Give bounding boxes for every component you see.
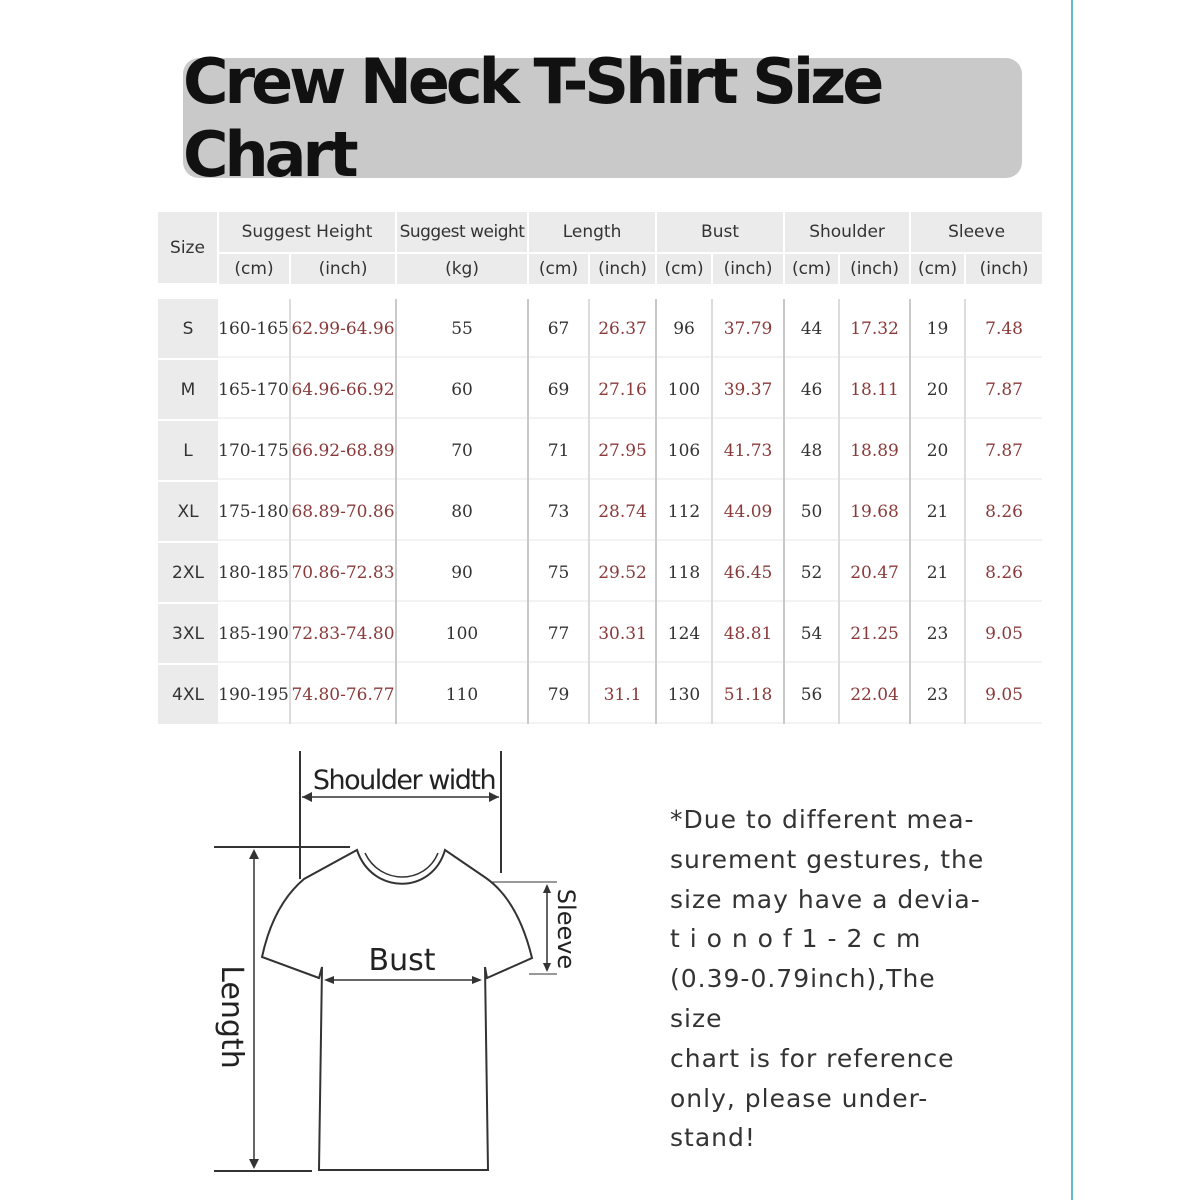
cell-bust-in: 37.79 [712, 298, 784, 359]
cell-weight: 90 [396, 542, 528, 603]
cell-length-cm: 77 [528, 603, 589, 664]
cell-size: 4XL [158, 664, 218, 724]
cell-shoulder-in: 20.47 [839, 542, 910, 603]
cell-height-cm: 190-195 [218, 664, 290, 724]
unit-cm: (cm) [218, 253, 290, 284]
cell-length-in: 31.1 [589, 664, 656, 724]
header-weight: Suggest weight [396, 212, 528, 253]
size-table [158, 212, 1042, 724]
cell-shoulder-in: 22.04 [839, 664, 910, 724]
cell-bust-in: 39.37 [712, 359, 784, 420]
cell-length-cm: 67 [528, 298, 589, 359]
cell-length-in: 30.31 [589, 603, 656, 664]
table-row [158, 481, 1042, 542]
cell-sleeve-cm: 20 [910, 420, 965, 481]
header-height: Suggest Height [218, 212, 396, 253]
length-label: Length [214, 965, 249, 1069]
cell-weight: 110 [396, 664, 528, 724]
table-row [158, 420, 1042, 481]
unit-inch: (inch) [589, 253, 656, 284]
cell-bust-cm: 106 [656, 420, 712, 481]
header-bust: Bust [656, 212, 784, 253]
unit-inch: (inch) [290, 253, 396, 284]
table-row [158, 359, 1042, 420]
cell-length-cm: 79 [528, 664, 589, 724]
unit-cm: (cm) [656, 253, 712, 284]
cell-length-cm: 69 [528, 359, 589, 420]
cell-bust-cm: 112 [656, 481, 712, 542]
cell-sleeve-cm: 20 [910, 359, 965, 420]
header-shoulder: Shoulder [784, 212, 910, 253]
table-row [158, 664, 1042, 724]
header-length: Length [528, 212, 656, 253]
accent-border-line [1071, 0, 1073, 1200]
cell-weight: 60 [396, 359, 528, 420]
cell-sleeve-in: 7.87 [965, 359, 1042, 420]
cell-bust-in: 48.81 [712, 603, 784, 664]
cell-shoulder-cm: 50 [784, 481, 839, 542]
cell-weight: 55 [396, 298, 528, 359]
cell-size: 2XL [158, 542, 218, 603]
cell-length-in: 26.37 [589, 298, 656, 359]
cell-height-in: 64.96-66.92 [290, 359, 396, 420]
cell-sleeve-in: 9.05 [965, 664, 1042, 724]
collar-line [365, 853, 438, 877]
cell-size: L [158, 420, 218, 481]
cell-length-in: 28.74 [589, 481, 656, 542]
shoulder-width-label: Shoulder width [312, 765, 496, 796]
unit-cm: (cm) [528, 253, 589, 284]
cell-bust-cm: 130 [656, 664, 712, 724]
unit-inch: (inch) [965, 253, 1042, 284]
cell-height-cm: 160-165 [218, 298, 290, 359]
cell-height-cm: 180-185 [218, 542, 290, 603]
cell-size: 3XL [158, 603, 218, 664]
cell-sleeve-in: 9.05 [965, 603, 1042, 664]
cell-sleeve-cm: 19 [910, 298, 965, 359]
cell-shoulder-cm: 52 [784, 542, 839, 603]
cell-bust-cm: 100 [656, 359, 712, 420]
cell-shoulder-cm: 46 [784, 359, 839, 420]
cell-size: M [158, 359, 218, 420]
cell-shoulder-cm: 44 [784, 298, 839, 359]
sleeve-label: Sleeve [552, 888, 580, 970]
cell-height-cm: 165-170 [218, 359, 290, 420]
cell-height-cm: 175-180 [218, 481, 290, 542]
unit-inch: (inch) [712, 253, 784, 284]
cell-height-in: 68.89-70.86 [290, 481, 396, 542]
cell-weight: 100 [396, 603, 528, 664]
measurement-note: *Due to different mea- surement gestures, the size may have a devia- t i o n o f 1 - 2 c m (0.39-0.79inch),The size chart is for reference only, please under- stand! [670, 805, 985, 1153]
unit-inch: (inch) [839, 253, 910, 284]
cell-bust-in: 46.45 [712, 542, 784, 603]
cell-bust-in: 41.73 [712, 420, 784, 481]
table-row [158, 603, 1042, 664]
cell-shoulder-in: 18.89 [839, 420, 910, 481]
cell-length-cm: 71 [528, 420, 589, 481]
header-sleeve: Sleeve [910, 212, 1042, 253]
cell-length-in: 27.95 [589, 420, 656, 481]
cell-size: XL [158, 481, 218, 542]
bust-label: Bust [368, 943, 436, 978]
cell-size: S [158, 298, 218, 359]
title-banner [183, 45, 1022, 191]
cell-weight: 70 [396, 420, 528, 481]
cell-bust-in: 51.18 [712, 664, 784, 724]
page-title: Crew Neck T-Shirt Size Chart [183, 45, 881, 191]
cell-bust-cm: 118 [656, 542, 712, 603]
cell-shoulder-in: 18.11 [839, 359, 910, 420]
header-size: Size [158, 212, 218, 284]
cell-sleeve-cm: 23 [910, 664, 965, 724]
cell-height-in: 74.80-76.77 [290, 664, 396, 724]
table-row [158, 542, 1042, 603]
shirt-measurement-diagram [200, 745, 600, 1175]
cell-shoulder-cm: 54 [784, 603, 839, 664]
cell-length-in: 29.52 [589, 542, 656, 603]
cell-shoulder-in: 19.68 [839, 481, 910, 542]
cell-shoulder-in: 21.25 [839, 603, 910, 664]
cell-height-in: 70.86-72.83 [290, 542, 396, 603]
cell-height-in: 62.99-64.96 [290, 298, 396, 359]
cell-weight: 80 [396, 481, 528, 542]
table-row [158, 298, 1042, 359]
cell-sleeve-in: 7.87 [965, 420, 1042, 481]
cell-sleeve-cm: 23 [910, 603, 965, 664]
cell-sleeve-in: 8.26 [965, 481, 1042, 542]
cell-height-in: 72.83-74.80 [290, 603, 396, 664]
cell-length-cm: 73 [528, 481, 589, 542]
cell-length-in: 27.16 [589, 359, 656, 420]
unit-cm: (cm) [784, 253, 839, 284]
cell-shoulder-in: 17.32 [839, 298, 910, 359]
cell-bust-in: 44.09 [712, 481, 784, 542]
unit-kg: (kg) [396, 253, 528, 284]
cell-length-cm: 75 [528, 542, 589, 603]
cell-sleeve-cm: 21 [910, 542, 965, 603]
cell-bust-cm: 124 [656, 603, 712, 664]
cell-shoulder-cm: 48 [784, 420, 839, 481]
cell-sleeve-in: 7.48 [965, 298, 1042, 359]
cell-height-cm: 185-190 [218, 603, 290, 664]
cell-bust-cm: 96 [656, 298, 712, 359]
cell-height-cm: 170-175 [218, 420, 290, 481]
cell-shoulder-cm: 56 [784, 664, 839, 724]
cell-sleeve-in: 8.26 [965, 542, 1042, 603]
unit-cm: (cm) [910, 253, 965, 284]
cell-sleeve-cm: 21 [910, 481, 965, 542]
cell-height-in: 66.92-68.89 [290, 420, 396, 481]
shirt-outline [262, 850, 532, 1170]
